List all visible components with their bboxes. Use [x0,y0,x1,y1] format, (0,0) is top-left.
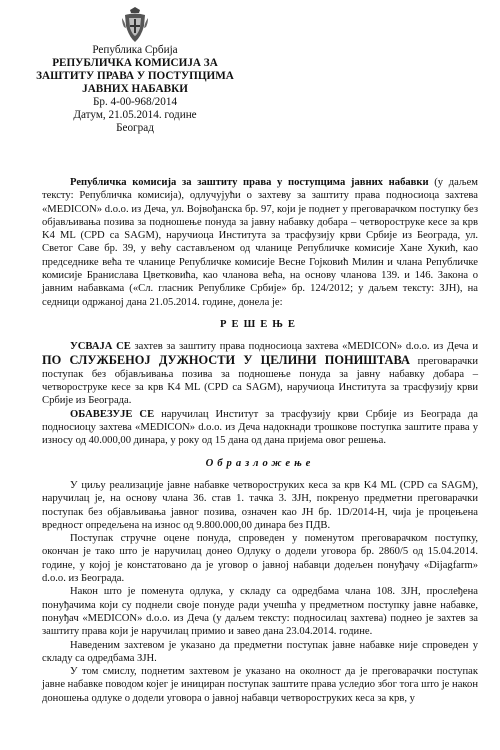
institution-name-line-2: ЗАШТИТУ ПРАВА У ПОСТУПЦИМА [36,70,234,82]
decision-obligation-text: наручилац Институт за трасфузију крви Србије из Београда да подносиоцу захтева «MEDICON» d.o.o. из Деча надокнади трошкове поступка заштите права у износу од 40.000,00 динара, у року од 15 дана од дана пријема овог решења. [42,408,478,447]
serbian-coat-of-arms-icon [121,6,149,44]
document-city: Београд [116,122,154,134]
decision-title: РЕШЕЊЕ [220,318,300,330]
document-date: Датум, 21.05.2014. године [73,109,197,121]
case-number: Бр. 4-00-968/2014 [92,96,178,108]
intro-text: (у даљем тексту: Републичка комисија), одлучујући о захтеву за заштиту права подносиоца захтева «MEDICON» d.o.o. из Деча, ул. Војвођанска бр. 97, који је поднет у преговарачком поступку без објављивања позива за подношење понуда за јавну набавку добара – четвороструке кесе за крв K4 ML (CPD са SAGM), наручиоца Института за трасфузију крви Србије из Београда, ул. Светог Саве бр. 39, у већу састављеном од чланице Републичке комисије Хане Хукић, као председнике већа те чланице Републичке комисије Весне Гојковић Милин и члана Републичке комисије Бранислава Цветковића, као чланова већа, на основу чланова 139. и 146. Закона о јавним набавкама («Сл. гласник Републике Србије» бр. 124/2012; у даљем тексту: ЗЈН), на седници одржаној дана 21.05.2014. године, донела је: [42,177,478,308]
decision-text-a: захтев за заштиту права подносиоца захтева «MEDICON» d.o.o. из Деча и [130,341,478,353]
decision-text-b: преговарачки поступак без објављивања позива за подношење понуда за јавну набавку добара – четвороструке кесе за крв K4 ML (CPD са SAGM), наручиоца Института за трасфузију крви Србије из Београда. [42,355,478,407]
intro-lead: Републичка комисија за заштиту права у поступцима јавних набавки [70,177,429,188]
reasoning-paragraph: Након што је поменута одлука, у складу са одредбама члана 108. ЗЈН, прослеђена понуђачима који су поднели своје понуде ради учешћа у предметном поступку јавне набавке, понуђач «MEDICON» d.o.o. из Деча (у даљем тексту: подносилац захтева) поднео је захтев за заштиту права који је наручилац примио и завео дана 23.04.2014. године. [42,586,478,638]
institution-name-line-3: ЈАВНИХ НАБАВКИ [82,83,188,95]
decision-obligation-label: ОБАВЕЗУЈЕ СЕ [70,408,155,420]
decision-annul-label: ПО СЛУЖБЕНОЈ ДУЖНОСТИ У ЦЕЛИНИ ПОНИШТАВА [42,352,410,367]
reasoning-paragraph: У циљу реализације јавне набавке четвороструких кеса за крв K4 ML (CPD са SAGM), наручилац је, на основу члана 36. став 1. тачка 3. ЗЈН, покренуо предметни преговарачки поступак без објављивања јавног позива, означен као ЈН бр. 1D/2014-H, чија је процењена вредност опредељена на износ од 9.800.000,00 динара без ПДВ. [42,479,478,531]
reasoning-paragraph: У том смислу, поднетим захтевом је указано на околност да је преговарачки поступак јавне набавке поводом којег је иницирaн поступак заштите права уследио због тога што је након доношења одлуке о додели уговора о јавној набавци четвороструких кеса за крв, у [42,666,478,704]
decision-paragraph-1 [42,340,478,407]
document-header [0,0,270,135]
decision-paragraph-2 [42,408,478,448]
reasoning-paragraph: Наведеним захтевом је указано да предметни поступак јавне набавке није спроведен у складу са одредбама ЗЈН. [42,639,478,664]
intro-paragraph [42,176,478,309]
decision-accept-label: УСВАЈА СЕ [70,341,131,353]
institution-name-line-1: РЕПУБЛИЧКА КОМИСИЈА ЗА [52,57,218,69]
document-body [42,176,478,705]
reasoning-title: Образложење [205,457,315,469]
country-name: Република Србија [92,44,178,56]
reasoning-paragraph: Поступак стручне оцене понуда, спроведен у поменутом преговарачком поступку, окончан је тако што је наручилац донео Одлуку о додели уговора бр. 2860/5 од 15.04.2014. године, у којој је констатовано да је уговор о јавној набавци додељен понуђачу «Dijagfarm» d.o.o. из Београда. [42,533,478,585]
